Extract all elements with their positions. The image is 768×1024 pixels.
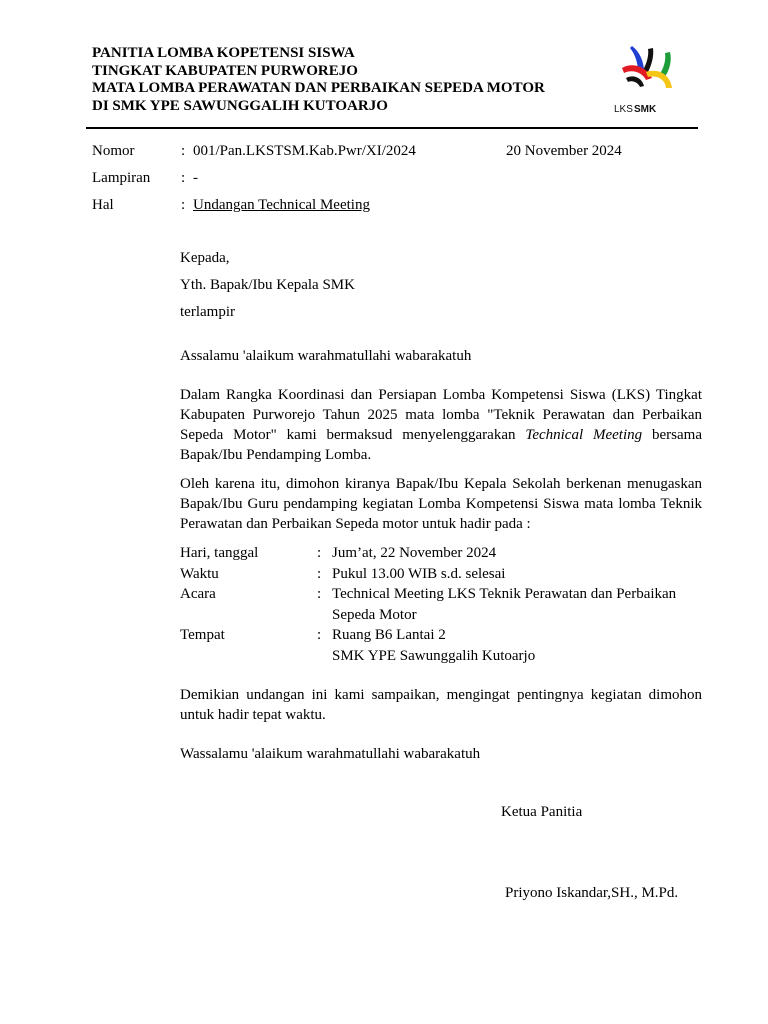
meta-nomor-label: Nomor bbox=[92, 143, 135, 159]
detail-label: Acara bbox=[180, 586, 216, 602]
para1-text-before: Dalam Rangka Koordinasi dan Persiapan Lomba Kompetensi Siswa (LKS) Tingkat Kabupaten Purworejo Tahun 2025 mata lomba "Teknik Perawatan dan Perbaikan Sepeda Motor" kami bermaksud menyelenggarakan bbox=[180, 387, 702, 443]
opening-salutation: Assalamu 'alaikum warahmatullahi wabarakatuh bbox=[180, 348, 472, 364]
meta-lampiran-value: - bbox=[193, 170, 198, 186]
detail-colon: : bbox=[317, 586, 322, 602]
event-details bbox=[180, 543, 700, 666]
detail-row-event bbox=[180, 584, 700, 625]
detail-colon: : bbox=[317, 545, 322, 561]
meta-hal-value: Undangan Technical Meeting bbox=[193, 197, 370, 213]
detail-value: Jum’at, 22 November 2024 bbox=[332, 545, 497, 561]
letter-date: 20 November 2024 bbox=[506, 143, 622, 159]
meta-colon: : bbox=[181, 170, 186, 186]
closing-salutation: Wassalamu 'alaikum warahmatullahi wabarakatuh bbox=[180, 746, 481, 762]
para1-italic: Technical Meeting bbox=[525, 427, 643, 443]
body-paragraph-1 bbox=[180, 385, 702, 465]
para1-text-after: bersama Bapak/Ibu Pendamping Lomba. bbox=[180, 427, 702, 463]
detail-label: Hari, tanggal bbox=[180, 545, 259, 561]
letterhead-divider bbox=[86, 127, 698, 129]
detail-colon: : bbox=[317, 627, 322, 643]
detail-label: Tempat bbox=[180, 627, 225, 643]
detail-value: Pukul 13.00 WIB s.d. selesai bbox=[332, 565, 506, 582]
detail-value: Ruang B6 Lantai 2 bbox=[332, 627, 446, 643]
logo-smk-text: SMK bbox=[634, 104, 657, 115]
meta-nomor-value: 001/Pan.LKSTSM.Kab.Pwr/XI/2024 bbox=[193, 143, 416, 159]
signature-name: Priyono Iskandar,SH., M.Pd. bbox=[505, 885, 679, 901]
detail-colon: : bbox=[317, 565, 322, 582]
recipient-to: Yth. Bapak/Ibu Kepala SMK bbox=[180, 277, 355, 293]
body-paragraph-3: Demikian undangan ini kami sampaikan, mengingat pentingnya kegiatan dimohon untuk hadir tepat waktu. bbox=[180, 687, 702, 723]
recipient-greeting: Kepada, bbox=[180, 250, 230, 266]
body-paragraph-2: Oleh karena itu, dimohon kiranya Bapak/Ibu Kepala Sekolah berkenan menugaskan Bapak/Ibu Guru pendamping kegiatan Lomba Kompetensi Siswa mata lomba Teknik Perawatan dan Perbaikan Sepeda motor untuk hadir pada : bbox=[180, 476, 702, 532]
recipient-note: terlampir bbox=[180, 304, 235, 320]
detail-value: Technical Meeting LKS Teknik Perawatan dan Perbaikan Sepeda Motor bbox=[332, 586, 677, 623]
meta-colon: : bbox=[181, 143, 186, 159]
letterhead-line-1: PANITIA LOMBA KOPETENSI SISWA bbox=[92, 45, 355, 61]
meta-lampiran-label: Lampiran bbox=[92, 170, 151, 186]
letterhead-line-4: DI SMK YPE SAWUNGGALIH KUTOARJO bbox=[92, 97, 388, 114]
detail-row-place bbox=[180, 625, 700, 666]
meta-hal-label: Hal bbox=[92, 197, 114, 213]
detail-row-date bbox=[180, 543, 700, 564]
letterhead-line-2: TINGKAT KABUPATEN PURWOREJO bbox=[92, 62, 358, 79]
detail-value-line-2: SMK YPE Sawunggalih Kutoarjo bbox=[332, 647, 536, 664]
lks-smk-logo bbox=[610, 42, 682, 118]
detail-row-time bbox=[180, 564, 700, 585]
meta-colon: : bbox=[181, 197, 186, 213]
letterhead-line-3: MATA LOMBA PERAWATAN DAN PERBAIKAN SEPEDA MOTOR bbox=[92, 80, 545, 96]
logo-lks-text: LKS bbox=[614, 104, 633, 115]
signature-title: Ketua Panitia bbox=[501, 804, 583, 820]
detail-label: Waktu bbox=[180, 565, 219, 582]
letterhead bbox=[92, 45, 582, 115]
